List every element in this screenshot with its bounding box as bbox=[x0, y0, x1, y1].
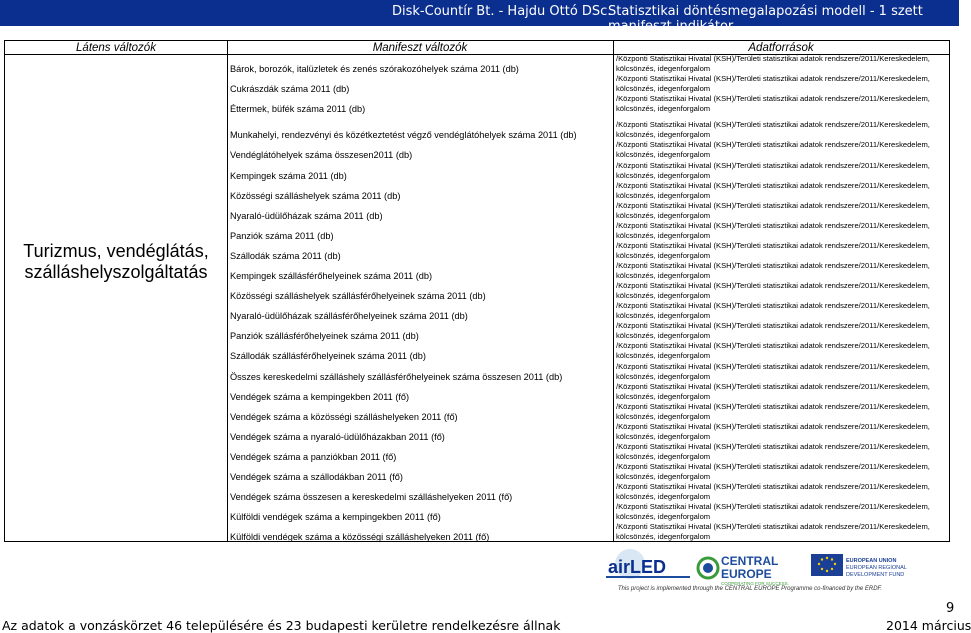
table-row bbox=[5, 220, 949, 243]
table-row bbox=[5, 361, 949, 384]
table-row bbox=[5, 283, 949, 303]
page-number: 9 bbox=[946, 601, 955, 616]
manifest-variable: Éttermek, büfék száma 2011 (db) bbox=[230, 104, 366, 115]
logo-text: EUROPEAN REGIONAL bbox=[846, 565, 907, 571]
data-source-line: /Központi Statisztikai Hivatal (KSH)/Területi statisztikai adatok rendszere/2011/Kereskedelem, bbox=[616, 321, 930, 331]
footer-date: 2014 március bbox=[886, 618, 971, 633]
logo-text: EUROPEAN UNION bbox=[846, 558, 897, 564]
manifest-variable: Összes kereskedelmi szálláshely szállásférőhelyeinek száma összesen 2011 (db) bbox=[230, 371, 563, 382]
manifest-variable: Panziók szállásférőhelyeinek száma 2011 (db) bbox=[230, 331, 419, 342]
manifest-variable: Vendégek száma a szállodákban 2011 (fő) bbox=[230, 472, 403, 482]
data-source bbox=[616, 442, 946, 462]
data-source bbox=[616, 462, 946, 482]
logo-text: EUROPE bbox=[721, 567, 772, 581]
table-row bbox=[5, 401, 949, 424]
column-header-latent: Látens változók bbox=[76, 42, 156, 54]
data-source-line: kölcsönzés, idegenforgalom bbox=[616, 492, 711, 502]
column-header-manifest: Manifeszt változók bbox=[372, 42, 468, 54]
data-source-line: kölcsönzés, idegenforgalom bbox=[616, 84, 711, 94]
data-source bbox=[616, 54, 946, 74]
data-source-line: /Központi Statisztikai Hivatal (KSH)/Területi statisztikai adatok rendszere/2011/Kereskedelem, bbox=[616, 301, 930, 311]
data-source-line: /Központi Statisztikai Hivatal (KSH)/Területi statisztikai adatok rendszere/2011/Kereskedelem, bbox=[616, 220, 930, 230]
manifest-variable: Nyaraló-üdülőházak száma 2011 (db) bbox=[230, 210, 383, 221]
table-row bbox=[5, 200, 949, 223]
table-row bbox=[5, 484, 949, 504]
table-row bbox=[5, 303, 949, 323]
data-source-line: kölcsönzés, idegenforgalom bbox=[616, 391, 711, 401]
data-source-line: kölcsönzés, idegenforgalom bbox=[616, 512, 711, 522]
manifest-variable: Vendégek száma a panziókban 2011 (fő) bbox=[230, 451, 397, 462]
data-source bbox=[616, 301, 946, 321]
data-source-line: kölcsönzés, idegenforgalom bbox=[616, 271, 711, 280]
data-source bbox=[616, 382, 946, 402]
data-source-line: kölcsönzés, idegenforgalom bbox=[616, 451, 711, 461]
data-source-line: /Központi Statisztikai Hivatal (KSH)/Területi statisztikai adatok rendszere/2011/Kereskedelem, bbox=[616, 421, 930, 431]
data-source-line: /Központi Statisztikai Hivatal (KSH)/Területi statisztikai adatok rendszere/2011/Kereskedelem, bbox=[616, 200, 930, 210]
manifest-variable: Kempingek száma 2011 (db) bbox=[230, 170, 347, 181]
data-source-line: /Központi Statisztikai Hivatal (KSH)/Területi statisztikai adatok rendszere/2011/Kereskedelem, bbox=[616, 140, 930, 150]
data-source-line: /Központi Statisztikai Hivatal (KSH)/Területi statisztikai adatok rendszere/2011/Kereskedelem, bbox=[616, 74, 930, 84]
data-source bbox=[616, 221, 946, 241]
data-source bbox=[616, 341, 946, 361]
data-source-line: /Központi Statisztikai Hivatal (KSH)/Területi statisztikai adatok rendszere/2011/Kereskedelem, bbox=[616, 381, 930, 391]
logo-text: DEVELOPMENT FUND bbox=[846, 572, 905, 578]
table-row bbox=[5, 504, 949, 524]
data-source-line: kölcsönzés, idegenforgalom bbox=[616, 230, 711, 240]
table-row bbox=[5, 160, 949, 183]
data-source-line: /Központi Statisztikai Hivatal (KSH)/Területi statisztikai adatok rendszere/2011/Kereskedelem, bbox=[616, 401, 930, 411]
table-row bbox=[5, 263, 949, 283]
manifest-variable: Nyaraló-üdülőházak szállásférőhelyeinek száma 2011 (db) bbox=[230, 311, 468, 322]
data-source-line: kölcsönzés, idegenforgalom bbox=[616, 150, 711, 160]
table-row bbox=[5, 122, 949, 142]
data-source-line: /Központi Statisztikai Hivatal (KSH)/Területi statisztikai adatok rendszere/2011/Kereskedelem, bbox=[616, 361, 930, 371]
logo-text: CENTRAL bbox=[721, 554, 779, 568]
manifest-variable: Külföldi vendégek száma a kempingekben 2011 (fő) bbox=[230, 512, 441, 523]
data-source-line: kölcsönzés, idegenforgalom bbox=[616, 170, 711, 180]
data-source bbox=[616, 161, 946, 181]
header-bar bbox=[0, 0, 959, 34]
logo-text: airLED bbox=[608, 557, 667, 577]
data-source-line: /Központi Statisztikai Hivatal (KSH)/Területi statisztikai adatok rendszere/2011/Kereskedelem, bbox=[616, 261, 930, 270]
table-row bbox=[5, 381, 949, 404]
data-source bbox=[616, 261, 946, 281]
data-source-line: /Központi Statisztikai Hivatal (KSH)/Területi statisztikai adatok rendszere/2011/Kereskedelem, bbox=[616, 341, 930, 351]
manifest-variable: Vendégek száma a kempingekben 2011 (fő) bbox=[230, 391, 410, 402]
manifest-variable: Vendégek száma a nyaraló-üdülőházakban 2011 (fő) bbox=[230, 431, 445, 442]
manifest-variable: Panziók száma 2011 (db) bbox=[230, 230, 334, 241]
data-source bbox=[616, 181, 946, 201]
manifest-variable: Közösségi szálláshelyek szállásférőhelyeinek száma 2011 (db) bbox=[230, 291, 486, 302]
data-source bbox=[616, 321, 946, 341]
data-source-line: kölcsönzés, idegenforgalom bbox=[616, 210, 711, 220]
latent-variable-label: Turizmus, vendéglátás, szálláshelyszolgáltatás bbox=[23, 241, 209, 282]
data-source-line: /Központi Statisztikai Hivatal (KSH)/Területi statisztikai adatok rendszere/2011/Kereskedelem, bbox=[616, 502, 930, 512]
data-source-line: /Központi Statisztikai Hivatal (KSH)/Területi statisztikai adatok rendszere/2011/Kereskedelem, bbox=[616, 160, 930, 170]
table-header-row bbox=[5, 41, 949, 55]
data-source-line: /Központi Statisztikai Hivatal (KSH)/Területi statisztikai adatok rendszere/2011/Kereskedelem, bbox=[616, 482, 930, 492]
header-title: Statisztikai döntésmegalapozási modell - 1 szett manifeszt indikátor bbox=[608, 4, 923, 34]
data-source-line: /Központi Statisztikai Hivatal (KSH)/Területi statisztikai adatok rendszere/2011/Kereskedelem, bbox=[616, 281, 930, 291]
footer-note: Az adatok a vonzáskörzet 46 településére és 23 budapesti kerületre rendelkezésre állnak bbox=[2, 618, 561, 633]
manifest-variable: Cukrászdák száma 2011 (db) bbox=[230, 84, 350, 95]
eu-erdf-logo bbox=[810, 550, 907, 588]
data-source-line: kölcsönzés, idegenforgalom bbox=[616, 311, 711, 321]
manifest-variable: Szállodák szállásférőhelyeinek száma 2011 (db) bbox=[230, 351, 426, 362]
table-row bbox=[5, 56, 949, 76]
data-source bbox=[616, 74, 946, 94]
manifest-variable: Vendégek száma összesen a kereskedelmi szálláshelyeken 2011 (fő) bbox=[230, 492, 513, 503]
manifest-variable: Munkahelyi, rendezvényi és közétkeztetést végző vendéglátóhelyek száma 2011 (db) bbox=[230, 130, 577, 141]
logo-caption: This project is implemented through the CENTRAL EUROPE Programme co-financed by the ERDF. bbox=[617, 586, 883, 592]
data-source bbox=[616, 94, 946, 114]
data-source-line: kölcsönzés, idegenforgalom bbox=[616, 104, 711, 114]
table-row bbox=[5, 96, 949, 116]
data-source-line: /Központi Statisztikai Hivatal (KSH)/Területi statisztikai adatok rendszere/2011/Kereskedelem, bbox=[616, 441, 930, 451]
data-source-line: /Központi Statisztikai Hivatal (KSH)/Területi statisztikai adatok rendszere/2011/Kereskedelem, bbox=[616, 180, 930, 190]
manifest-variable: Közösségi szálláshelyek száma 2011 (db) bbox=[230, 190, 401, 201]
data-source-line: kölcsönzés, idegenforgalom bbox=[616, 331, 711, 341]
data-source-line: kölcsönzés, idegenforgalom bbox=[616, 411, 711, 421]
data-source bbox=[616, 522, 946, 542]
table-row bbox=[5, 76, 949, 96]
data-source-line: /Központi Statisztikai Hivatal (KSH)/Területi statisztikai adatok rendszere/2011/Kereskedelem, bbox=[616, 54, 930, 63]
data-source-line: /Központi Statisztikai Hivatal (KSH)/Területi statisztikai adatok rendszere/2011/Kereskedelem, bbox=[616, 120, 930, 130]
data-source-line: kölcsönzés, idegenforgalom bbox=[616, 64, 711, 73]
table-row bbox=[5, 343, 949, 363]
data-source-line: kölcsönzés, idegenforgalom bbox=[616, 250, 711, 260]
column-header-sources: Adatforrások bbox=[748, 42, 814, 54]
header-author: Disk-Countír Bt. - Hajdu Ottó DSc. bbox=[392, 4, 612, 19]
data-source bbox=[616, 201, 946, 221]
data-source bbox=[616, 241, 946, 261]
table-row bbox=[5, 421, 949, 444]
data-source bbox=[616, 402, 946, 422]
central-europe-logo bbox=[696, 550, 804, 588]
data-source-line: kölcsönzés, idegenforgalom bbox=[616, 291, 711, 301]
table-row bbox=[5, 323, 949, 343]
manifest-variable: Bárok, borozók, italüzletek és zenés szórakozóhelyek száma 2011 (db) bbox=[230, 64, 519, 74]
manifest-variable: Szállodák száma 2011 (db) bbox=[230, 250, 341, 261]
data-source bbox=[616, 120, 946, 140]
table-row bbox=[5, 142, 949, 162]
data-source-line: /Központi Statisztikai Hivatal (KSH)/Területi statisztikai adatok rendszere/2011/Kereskedelem, bbox=[616, 522, 930, 532]
data-source-line: /Központi Statisztikai Hivatal (KSH)/Területi statisztikai adatok rendszere/2011/Kereskedelem, bbox=[616, 94, 930, 104]
data-source-line: /Központi Statisztikai Hivatal (KSH)/Területi statisztikai adatok rendszere/2011/Kereskedelem, bbox=[616, 462, 930, 471]
data-source bbox=[616, 140, 946, 160]
data-source-line: kölcsönzés, idegenforgalom bbox=[616, 130, 711, 140]
manifest-variable: Külföldi vendégek száma a közösségi szálláshelyeken 2011 (fő) bbox=[230, 532, 490, 543]
data-source-line: kölcsönzés, idegenforgalom bbox=[616, 472, 711, 481]
indicator-table bbox=[4, 40, 950, 542]
manifest-variable: Vendégek száma a közösségi szálláshelyeken 2011 (fő) bbox=[230, 411, 458, 422]
manifest-variable: Vendéglátóhelyek száma összesen2011 (db) bbox=[230, 150, 413, 161]
logo-strip bbox=[600, 548, 907, 594]
data-source bbox=[616, 362, 946, 382]
data-source bbox=[616, 502, 946, 522]
data-source bbox=[616, 482, 946, 502]
airled-logo bbox=[600, 548, 692, 586]
data-source-line: kölcsönzés, idegenforgalom bbox=[616, 431, 711, 441]
data-source bbox=[616, 422, 946, 442]
manifest-variable: Kempingek szállásférőhelyeinek száma 2011 (db) bbox=[230, 271, 433, 281]
data-source bbox=[616, 281, 946, 301]
data-source-line: kölcsönzés, idegenforgalom bbox=[616, 190, 711, 200]
data-source-line: kölcsönzés, idegenforgalom bbox=[616, 532, 711, 542]
table-row bbox=[5, 464, 949, 484]
logo-text: COOPERATING FOR SUCCESS. bbox=[721, 581, 789, 586]
table-row bbox=[5, 180, 949, 203]
data-source-line: /Központi Statisztikai Hivatal (KSH)/Területi statisztikai adatok rendszere/2011/Kereskedelem, bbox=[616, 240, 930, 250]
table-row bbox=[5, 524, 949, 544]
table-row bbox=[5, 441, 949, 464]
data-source-line: kölcsönzés, idegenforgalom bbox=[616, 351, 711, 361]
data-source-line: kölcsönzés, idegenforgalom bbox=[616, 371, 711, 381]
